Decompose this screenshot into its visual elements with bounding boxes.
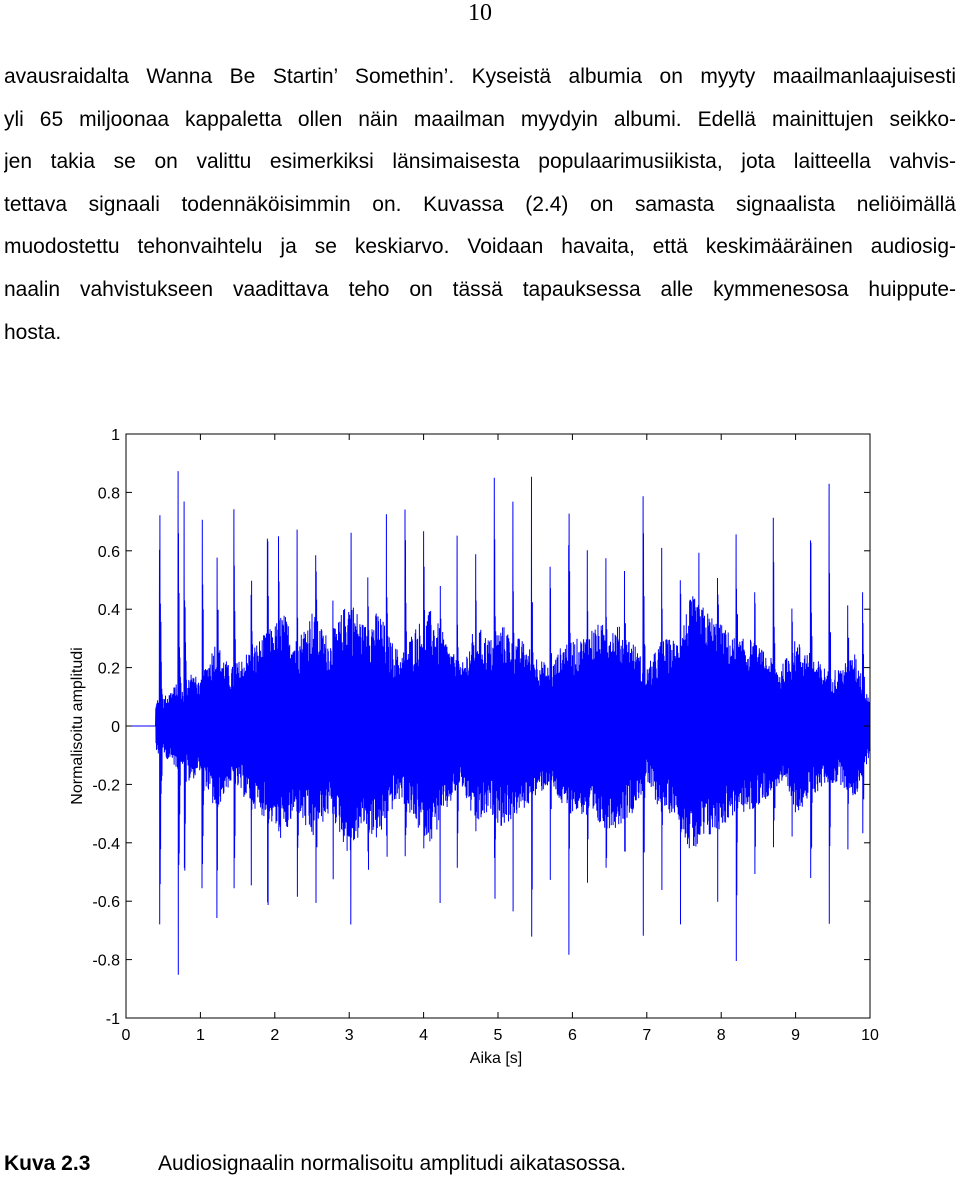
plot-area (126, 471, 870, 975)
y-tick-label: 0.4 (97, 602, 120, 620)
paragraph-line: tettava signaali todennäköisimmin on. Kuvassa (2.4) on samasta signaalista neliöimällä (4, 192, 956, 216)
y-tick-label: 1 (111, 427, 120, 444)
caption-text: Audiosignaalin normalisoitu amplitudi aikatasossa. (158, 1152, 627, 1175)
body-paragraph (4, 56, 956, 354)
y-tick-label: 0.6 (97, 543, 120, 561)
paragraph-line: jen takia se on valittu esimerkiksi länsimaisesta populaarimusiikista, jota laitteella vahvis- (4, 150, 956, 174)
paragraph-line: yli 65 miljoonaa kappaletta ollen näin maailman myydyin albumi. Edellä mainittujen seikko- (4, 107, 956, 131)
waveform-figure (0, 420, 960, 1070)
amplitude-chart (0, 420, 960, 1070)
x-tick-label: 4 (419, 1027, 429, 1044)
y-tick-label: -0.6 (92, 894, 120, 912)
y-tick-label: -0.2 (92, 777, 120, 795)
x-tick-label: 7 (642, 1027, 652, 1044)
y-tick-label: -0.8 (92, 952, 120, 970)
x-tick-label: 6 (567, 1027, 577, 1044)
paragraph-line: naalin vahvistukseen vaadittava teho on tässä tapauksessa alle kymmenesosa huippute- (4, 277, 956, 301)
paragraph-line: avausraidalta Wanna Be Startin’ Somethin’. Kyseistä albumia on myyty maailmanlaajuisesti (4, 65, 956, 88)
x-tick-label: 5 (493, 1027, 503, 1044)
page-number: 10 (468, 0, 492, 26)
x-tick-label: 10 (861, 1027, 879, 1044)
y-tick-label: 0 (111, 719, 120, 736)
figure-caption (4, 1152, 626, 1176)
paragraph-line: muodostettu tehonvaihtelu ja se keskiarvo. Voidaan havaita, että keskimääräinen audiosig- (4, 235, 956, 259)
x-tick-label: 1 (195, 1027, 205, 1044)
y-axis-label: Normalisoitu amplitudi (69, 647, 86, 805)
caption-label: Kuva 2.3 (4, 1152, 91, 1175)
y-tick-label: 0.8 (97, 485, 120, 503)
x-tick-label: 2 (270, 1027, 280, 1044)
paragraph-line: hosta. (4, 320, 62, 344)
x-tick-label: 9 (791, 1027, 801, 1044)
waveform-series-line (126, 471, 870, 975)
y-tick-label: -0.4 (92, 835, 120, 853)
x-axis-label: Aika [s] (469, 1050, 523, 1067)
y-tick-label: 0.2 (97, 660, 120, 678)
x-tick-label: 8 (716, 1027, 726, 1044)
x-tick-label: 0 (121, 1027, 131, 1044)
y-tick-label: -1 (105, 1011, 120, 1028)
x-tick-label: 3 (344, 1027, 354, 1044)
